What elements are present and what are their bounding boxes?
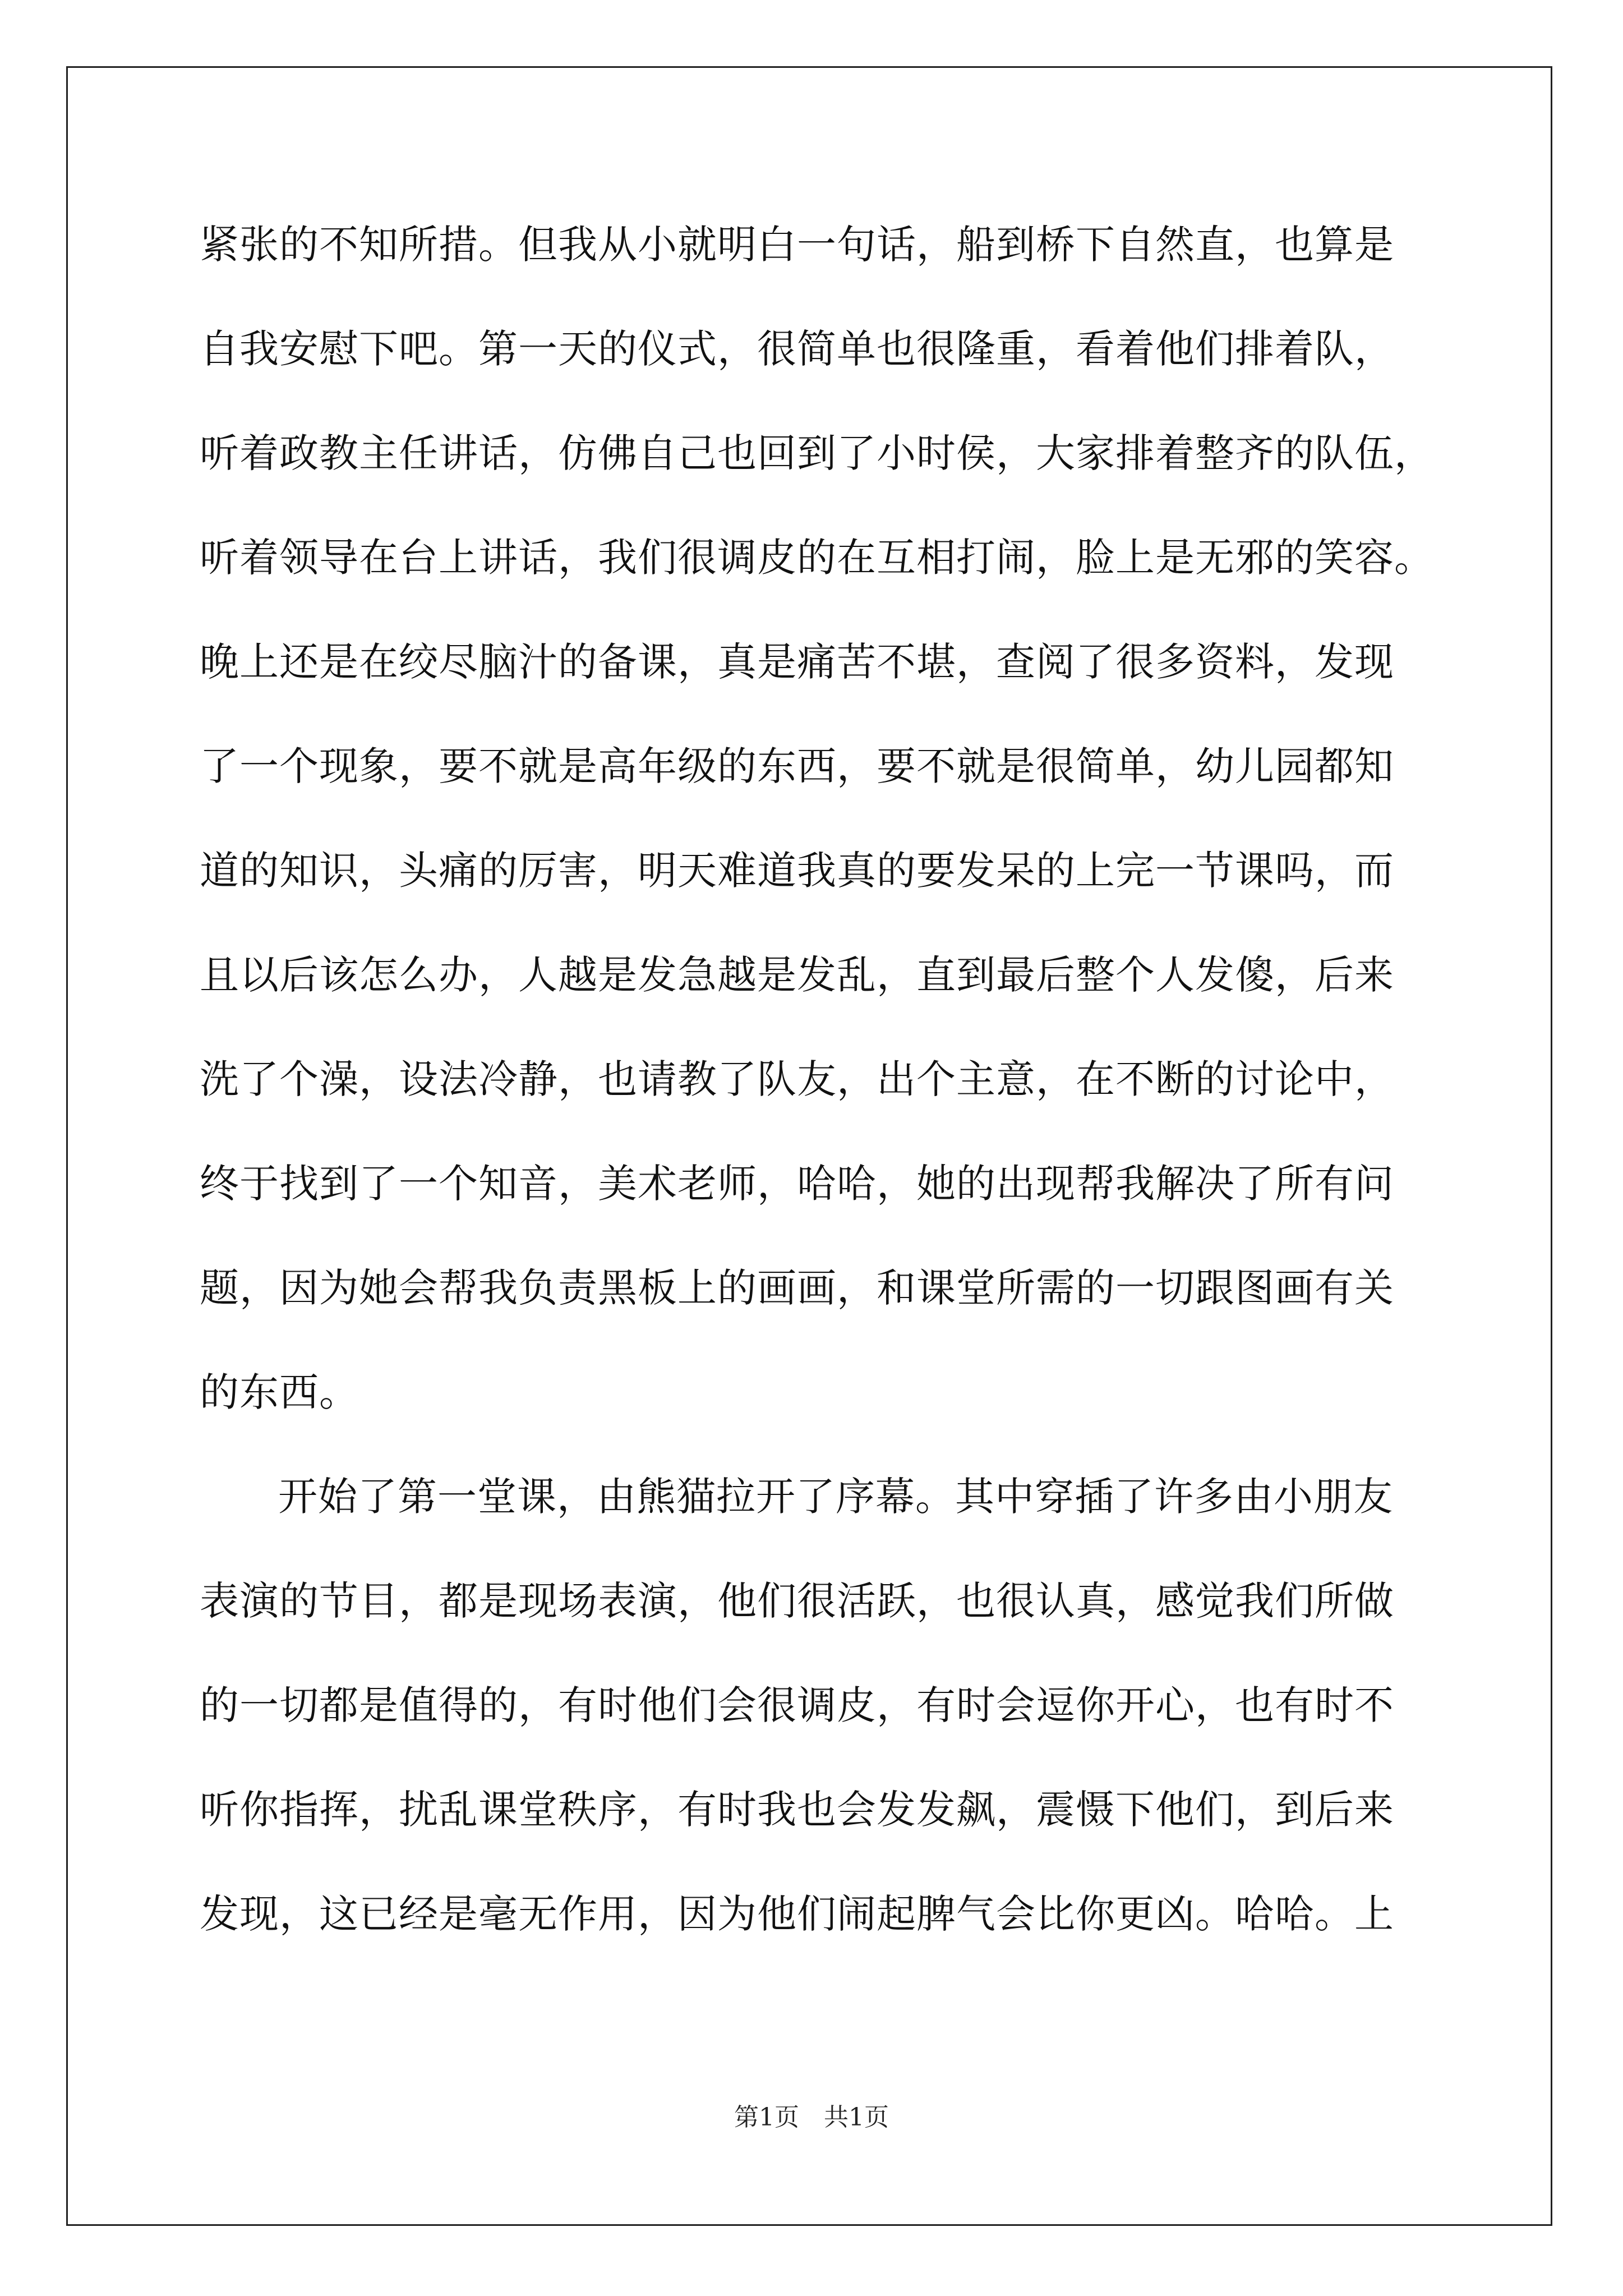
text-line: 终于找到了一个知音，美术老师，哈哈，她的出现帮我解决了所有问 — [200, 1161, 1394, 1207]
text-line: 听着领导在台上讲话，我们很调皮的在互相打闹，脸上是无邪的笑容。 — [200, 535, 1434, 581]
text-line: 表演的节目，都是现场表演，他们很活跃，也很认真，感觉我们所做 — [200, 1578, 1394, 1624]
text-line: 发现，这已经是毫无作用，因为他们闹起脾气会比你更凶。哈哈。上 — [200, 1891, 1394, 1937]
text-line: 且以后该怎么办，人越是发急越是发乱，直到最后整个人发傻，后来 — [200, 952, 1394, 998]
text-line: 道的知识，头痛的厉害，明天难道我真的要发呆的上完一节课吗，而 — [200, 848, 1394, 894]
text-line: 听你指挥，扰乱课堂秩序，有时我也会发发飙，震慑下他们，到后来 — [200, 1787, 1394, 1833]
text-line: 了一个现象，要不就是高年级的东西，要不就是很简单，幼儿园都知 — [200, 743, 1394, 789]
page-footer: 第1页 共1页 — [734, 2103, 889, 2132]
text-line: 的东西。 — [200, 1369, 359, 1415]
text-line: 的一切都是值得的，有时他们会很调皮，有时会逗你开心，也有时不 — [200, 1682, 1394, 1728]
text-line: 题，因为她会帮我负责黑板上的画画，和课堂所需的一切跟图画有关 — [200, 1265, 1394, 1311]
document-body — [200, 217, 1433, 1990]
text-line: 自我安慰下吧。第一天的仪式，很简单也很隆重，看着他们排着队， — [200, 326, 1394, 372]
text-line: 晚上还是在绞尽脑汁的备课，真是痛苦不堪，查阅了很多资料，发现 — [200, 639, 1394, 685]
text-line: 听着政教主任讲话，仿佛自己也回到了小时侯，大家排着整齐的队伍， — [200, 430, 1434, 476]
text-line: 洗了个澡，设法冷静，也请教了队友，出个主意，在不断的讨论中， — [200, 1056, 1394, 1102]
text-line: 紧张的不知所措。但我从小就明白一句话，船到桥下自然直，也算是 — [200, 222, 1394, 268]
paragraph-first-line: 开始了第一堂课，由熊猫拉开了序幕。其中穿插了许多由小朋友 — [278, 1474, 1393, 1520]
